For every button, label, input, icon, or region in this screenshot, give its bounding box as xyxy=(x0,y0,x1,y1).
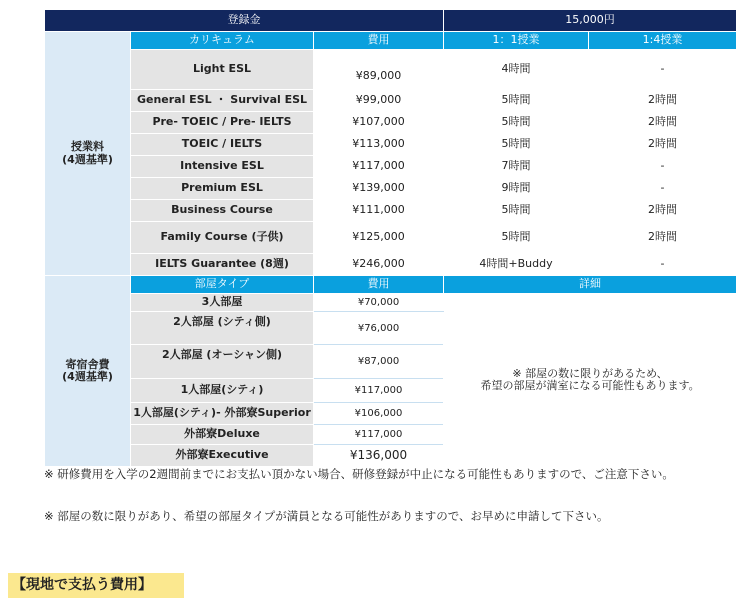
course-fee: ¥99,000 xyxy=(314,90,444,112)
room-name: 外部寮Deluxe xyxy=(131,425,314,445)
group-hours: 2時間 xyxy=(589,200,737,222)
enrollment-fee: 15,000円 xyxy=(444,10,737,32)
course-name: Pre- TOEIC / Pre- IELTS xyxy=(131,112,314,134)
table-row xyxy=(45,294,737,312)
group-hours: 2時間 xyxy=(589,222,737,254)
course-name: Intensive ESL xyxy=(131,156,314,178)
one-on-one-header: 1：1授業 xyxy=(444,32,589,50)
course-name: IELTS Guarantee (8週) xyxy=(131,254,314,276)
table-row xyxy=(45,90,737,112)
group-hours: 2時間 xyxy=(589,90,737,112)
detail-header: 詳細 xyxy=(444,276,737,294)
course-fee: ¥89,000 xyxy=(314,50,444,90)
course-fee: ¥111,000 xyxy=(314,200,444,222)
group-hours: - xyxy=(589,156,737,178)
table-row xyxy=(45,254,737,276)
one-on-one-hours: 5時間 xyxy=(444,200,589,222)
room-fee: ¥106,000 xyxy=(314,403,444,425)
room-name: 1人部屋(シティ)- 外部寮Superior xyxy=(131,403,314,425)
tuition-header-row xyxy=(45,32,737,50)
one-on-one-hours: 5時間 xyxy=(444,134,589,156)
one-on-one-hours: 5時間 xyxy=(444,90,589,112)
room-fee: ¥87,000 xyxy=(314,345,444,379)
course-fee: ¥107,000 xyxy=(314,112,444,134)
curriculum-header: カリキュラム xyxy=(131,32,314,50)
one-on-one-hours: 9時間 xyxy=(444,178,589,200)
table-row xyxy=(45,222,737,254)
room-fee: ¥70,000 xyxy=(314,294,444,312)
table-row xyxy=(45,112,737,134)
room-fee: ¥76,000 xyxy=(314,312,444,345)
one-on-one-hours: 4時間 xyxy=(444,50,589,90)
dorm-fee-header: 費用 xyxy=(314,276,444,294)
room-type-header: 部屋タイプ xyxy=(131,276,314,294)
enrollment-row xyxy=(45,10,737,32)
group-hours: 2時間 xyxy=(589,112,737,134)
course-fee: ¥246,000 xyxy=(314,254,444,276)
enrollment-label: 登録金 xyxy=(45,10,444,32)
dorm-header-row xyxy=(45,276,737,294)
group-hours: - xyxy=(589,254,737,276)
dorm-section-label xyxy=(45,276,131,467)
course-name: General ESL ・ Survival ESL xyxy=(131,90,314,112)
course-name: Family Course (子供) xyxy=(131,222,314,254)
room-name: 1人部屋(シティ) xyxy=(131,379,314,403)
table-row xyxy=(45,200,737,222)
room-availability-note: ※ 部屋の数に限りがあり、希望の部屋タイプが満員となる可能性がありますので、お早めに申請して下さい。 xyxy=(44,509,609,523)
dorm-section-sub: (4週基準) xyxy=(62,370,113,383)
onsite-fees-heading: 【現地で支払う費用】 xyxy=(8,573,184,598)
course-name: Business Course xyxy=(131,200,314,222)
tuition-section-title: 授業料 xyxy=(71,140,104,154)
room-fee: ¥136,000 xyxy=(314,445,444,467)
dorm-detail-line-1: ※ 部屋の数に限りがあるため、 xyxy=(512,366,668,380)
course-fee: ¥117,000 xyxy=(314,156,444,178)
one-on-one-hours: 7時間 xyxy=(444,156,589,178)
course-name: Light ESL xyxy=(131,50,314,90)
room-fee: ¥117,000 xyxy=(314,379,444,403)
room-name: 外部寮Executive xyxy=(131,445,314,467)
one-on-one-hours: 4時間+Buddy xyxy=(444,254,589,276)
course-fee: ¥139,000 xyxy=(314,178,444,200)
room-fee: ¥117,000 xyxy=(314,425,444,445)
one-on-one-hours: 5時間 xyxy=(444,222,589,254)
dorm-section-title: 寄宿舎費 xyxy=(65,357,110,371)
course-name: Premium ESL xyxy=(131,178,314,200)
table-row xyxy=(45,134,737,156)
room-name: 3人部屋 xyxy=(131,294,314,312)
group-hours: - xyxy=(589,178,737,200)
dorm-detail-note xyxy=(444,294,737,467)
tuition-section-label xyxy=(45,32,131,276)
group-hours: - xyxy=(589,50,737,90)
payment-deadline-note: ※ 研修費用を入学の2週間前までにお支払い頂かない場合、研修登録が中止になる可能性もありますので、ご注意下さい。 xyxy=(44,467,674,481)
table-row xyxy=(45,156,737,178)
course-name: TOEIC / IELTS xyxy=(131,134,314,156)
tuition-fee-header: 費用 xyxy=(314,32,444,50)
room-name: 2人部屋 (シティ側) xyxy=(131,312,314,345)
table-row xyxy=(45,178,737,200)
room-name: 2人部屋 (オーシャン側) xyxy=(131,345,314,379)
course-fee: ¥125,000 xyxy=(314,222,444,254)
dorm-detail-line-2: 希望の部屋が満室になる可能性もあります。 xyxy=(480,379,700,392)
tuition-section-sub: (4週基準) xyxy=(62,152,113,166)
group-hours: 2時間 xyxy=(589,134,737,156)
table-row xyxy=(45,50,737,90)
course-fee: ¥113,000 xyxy=(314,134,444,156)
fee-table xyxy=(44,9,737,467)
one-on-one-hours: 5時間 xyxy=(444,112,589,134)
group-header: 1:4授業 xyxy=(589,32,737,50)
